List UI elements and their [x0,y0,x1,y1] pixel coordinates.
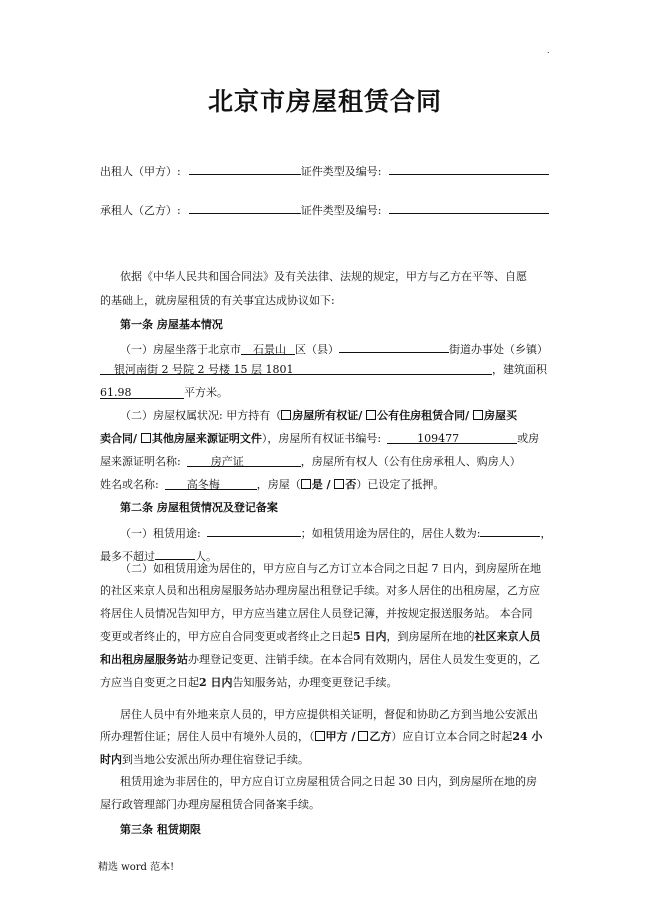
lessee-id-field[interactable] [389,201,549,214]
para2-service-station: 和出租房屋服务站 [100,653,188,666]
a2-para2-line-1: （二）如租赁用途为居住的，甲方应自与乙方订立本合同之日起 7 日内，到房屋所在地 [120,562,541,575]
owner-name-field[interactable]: 高冬梅 [165,478,257,490]
option-purchase-contract: 房屋买 [483,409,517,422]
area-unit: 平方米。 [184,386,228,399]
checkbox-public-lease[interactable] [366,410,376,420]
article-3-title: 第三条 租赁期限 [120,823,201,836]
para2-l6c: 告知服务站，办理变更登记手续。 [232,676,398,689]
lessor-id-label: 证件类型及编号: [300,165,382,178]
article-1-title: 第一条 房屋基本情况 [120,318,223,331]
occupants-suffix: ， [540,527,552,540]
lessor-line [100,162,549,179]
mortgage-suffix: ）已设定了抵押。 [356,478,445,491]
a1-ownership-line-3 [100,455,521,469]
checkbox-ownership-cert[interactable] [281,410,291,420]
a2-para2-line-5 [100,653,540,667]
para2-community: 社区来京人员 [474,630,541,643]
address-field[interactable]: 银河南街 2 号院 2 号楼 15 层 1801 [100,363,492,375]
cert-no-suffix: 或房 [517,432,540,445]
a1-location-line [120,340,548,357]
a1-area-line [100,386,228,400]
option-ownership-cert: 房屋所有权证/ [292,409,363,422]
a2-para4-line-2: 屋行政管理部门办理房屋租赁合同备案手续。 [100,798,320,811]
a1-ownership-line-4: 姓名或名称: 高冬梅 ，房屋（ 是 / 否）已设定了抵押。 [100,478,445,491]
a2-para2-line-3: 将居住人员情况告知甲方，甲方应当建立居住人员登记簿，并按规定报送服务站。 本合同 [100,607,533,620]
para3-l8a: 所办理暂住证；居住人员中有境外人员的，（ [100,730,315,743]
checkbox-mortgage-yes[interactable] [301,479,311,489]
option-party-b: 乙方 [369,730,392,743]
para3-l9b: 到当地公安派出所办理住宿登记手续。 [122,753,309,766]
lessor-name-field[interactable] [189,162,301,175]
a2-para3-line-2 [100,730,543,744]
source-name-label: 屋来源证明名称: [100,455,181,468]
cert-no-label: ），房屋所有权证书编号: [261,432,382,445]
option-public-lease: 公有住房租赁合同/ [377,409,470,422]
para2-l5b: 办理登记变更、注销手续。在本合同有效期内，居住人员发生变更的，乙 [188,653,540,666]
lessor-label: 出租人（甲方）: [100,165,181,178]
usage-field[interactable] [207,524,301,537]
option-yes: 是 [311,478,323,491]
para2-2-days: 2 日内 [199,676,233,689]
occupants-field[interactable] [480,524,540,537]
a2-para2-line-4 [100,630,540,644]
a1-ownership-line-2 [100,432,539,446]
option-party-a: 甲方 / [325,730,356,743]
para2-l6a: 方应当自变更之日起 [100,676,199,689]
a2-para3-line-1: 居住人员中有外地来京人员的，甲方应提供相关证明，督促和协助乙方到当地公安派出 [120,708,538,721]
owner-label-long: ，房屋所有权人（公有住房承租人、购房人） [300,455,521,468]
para2-5-days: 5 日内 [353,630,387,643]
a2-para3-line-3 [100,753,309,767]
option-no: 否 [345,478,357,491]
area-field[interactable]: 61.98 [100,386,184,399]
footer-text: 精选 word 范本! [98,862,175,873]
option-purchase-contract-cont: 卖合同/ [100,432,138,445]
para3-within: 时内 [100,753,122,766]
para3-l8d: ）应自订立本合同之时起 [391,730,513,743]
cert-no-field[interactable]: 109477 [387,432,517,444]
a2-para2-line-2: 的社区来京人员和出租房屋服务站办理房屋出租登记手续。对多人居住的出租房屋，乙方应 [100,584,540,597]
mortgage-prefix: ，房屋（ [256,478,301,491]
checkbox-mortgage-no[interactable] [334,479,344,489]
checkbox-other-proof[interactable] [141,433,151,443]
a1-ownership-line-1 [120,409,517,423]
article-2-title: 第二条 房屋租赁情况及登记备案 [120,501,278,514]
intro-line-2: 的基础上，就房屋租赁的有关事宜达成协议如下: [100,294,335,307]
intro-line-1: 依据《中华人民共和国合同法》及有关法律、法规的规定，甲方与乙方在平等、自愿 [120,270,527,283]
district-suffix: 区（县） [295,343,339,356]
a2-para2-line-6 [100,676,397,690]
a2-para4-line-1: 租赁用途为非居住的，甲方应自订立房屋租赁合同之日起 30 日内，到房屋所在地的房 [120,775,537,788]
max-suffix: 人。 [195,550,217,563]
ownership-prefix: （二）房屋权属状况: 甲方持有（ [120,409,282,422]
street-suffix: 街道办事处（乡镇） [449,343,548,356]
a2-usage-line [120,524,551,541]
para3-24h: 24 小 [512,730,543,743]
checkbox-party-b[interactable] [358,731,368,741]
checkbox-purchase-contract[interactable] [473,410,483,420]
area-label: ，建筑面积 [492,363,547,376]
district-field[interactable]: 石景山 [241,343,295,355]
document-title: 北京市房屋租赁合同 [207,87,442,116]
para2-l4c: ，到房屋所在地的 [386,630,475,643]
location-prefix: （一）房屋坐落于北京市 [120,343,241,356]
max-occupants-field[interactable] [155,547,195,560]
checkbox-party-a[interactable] [315,731,325,741]
street-field[interactable] [339,340,449,353]
lessor-id-field[interactable] [389,162,549,175]
lessee-line [100,201,549,218]
a1-address-line [100,363,547,377]
para2-l4a: 变更或者终止的，甲方应自合同变更或者终止之日起 [100,630,353,643]
lessee-id-label: 证件类型及编号: [300,204,382,217]
option-other-proof: 其他房屋来源证明文件 [151,432,262,445]
usage-label: （一）租赁用途: [120,527,201,540]
max-label: 最多不超过 [100,550,155,563]
corner-mark: . [547,46,550,55]
lessee-label: 承租人（乙方）: [100,204,181,217]
owner-name-label: 姓名或名称: [100,478,159,491]
occupants-label: ；如租赁用途为居住的，居住人数为: [300,527,481,540]
lessee-name-field[interactable] [189,201,301,214]
source-name-field[interactable]: 房产证 [187,455,301,467]
